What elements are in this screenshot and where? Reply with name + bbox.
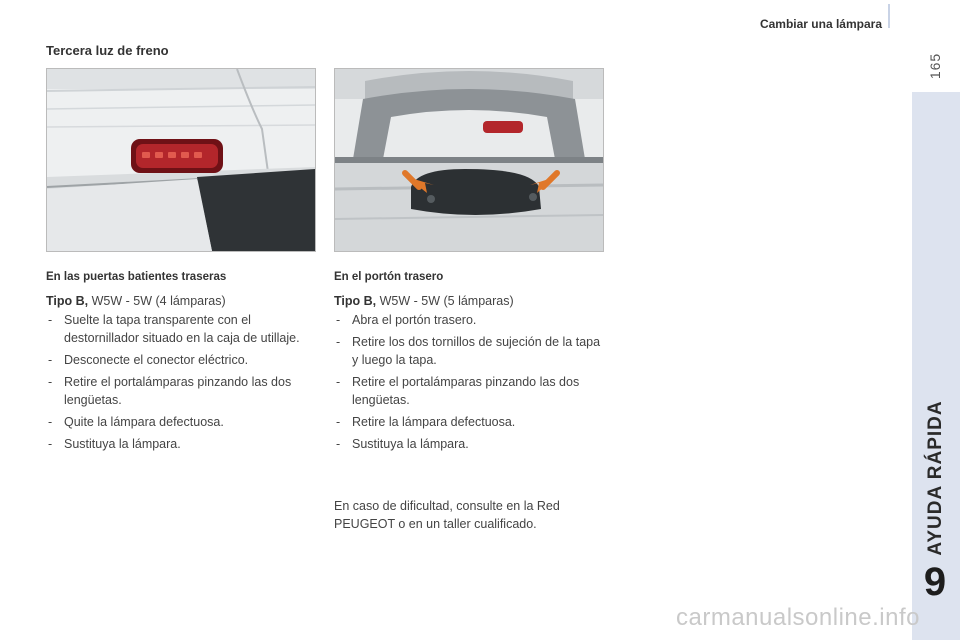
photo-tailgate-brake-light bbox=[334, 68, 604, 252]
list-item: - Retire la lámpara defectuosa. bbox=[334, 413, 604, 431]
right-type-label: Tipo B, bbox=[334, 294, 377, 308]
photo-rear-doors-brake-light bbox=[46, 68, 316, 252]
page-number: 165 bbox=[927, 52, 944, 80]
left-steps-list bbox=[46, 311, 316, 453]
list-item: - Sustituya la lámpara. bbox=[334, 435, 604, 453]
left-lamp-type bbox=[46, 292, 316, 310]
list-item: - Suelte la tapa transparente con el destornillador situado en la caja de utillaje. bbox=[46, 311, 316, 347]
list-item: - Desconecte el conector eléctrico. bbox=[46, 351, 316, 369]
list-item: - Abra el portón trasero. bbox=[334, 311, 604, 329]
chapter-title: AYUDA RÁPIDA bbox=[925, 400, 946, 556]
chapter-number: 9 bbox=[923, 560, 947, 604]
left-type-value: W5W - 5W (4 lámparas) bbox=[88, 294, 226, 308]
right-steps-list bbox=[334, 311, 604, 453]
right-lamp-type bbox=[334, 292, 604, 310]
left-type-label: Tipo B, bbox=[46, 294, 89, 308]
list-item: - Retire el portalámparas pinzando las dos lengüetas. bbox=[46, 373, 316, 409]
left-subheading: En las puertas batientes traseras bbox=[46, 271, 227, 283]
help-note: En caso de dificultad, consulte en la Red PEUGEOT o en un taller cualificado. bbox=[334, 499, 560, 531]
right-subheading: En el portón trasero bbox=[334, 271, 444, 283]
right-type-value: W5W - 5W (5 lámparas) bbox=[376, 294, 514, 308]
page-header-title: Cambiar una lámpara bbox=[759, 17, 882, 31]
chapter-side-tab bbox=[912, 92, 960, 640]
section-title: Tercera luz de freno bbox=[46, 43, 169, 58]
list-item: - Retire los dos tornillos de sujeción de la tapa y luego la tapa. bbox=[334, 333, 604, 369]
right-instructions bbox=[334, 268, 604, 457]
list-item: - Retire el portalámparas pinzando las dos lengüetas. bbox=[334, 373, 604, 409]
list-item: - Quite la lámpara defectuosa. bbox=[46, 413, 316, 431]
header-divider bbox=[888, 4, 890, 28]
watermark: carmanualsonline.info bbox=[676, 604, 920, 631]
left-instructions bbox=[46, 268, 316, 457]
list-item: - Sustituya la lámpara. bbox=[46, 435, 316, 453]
